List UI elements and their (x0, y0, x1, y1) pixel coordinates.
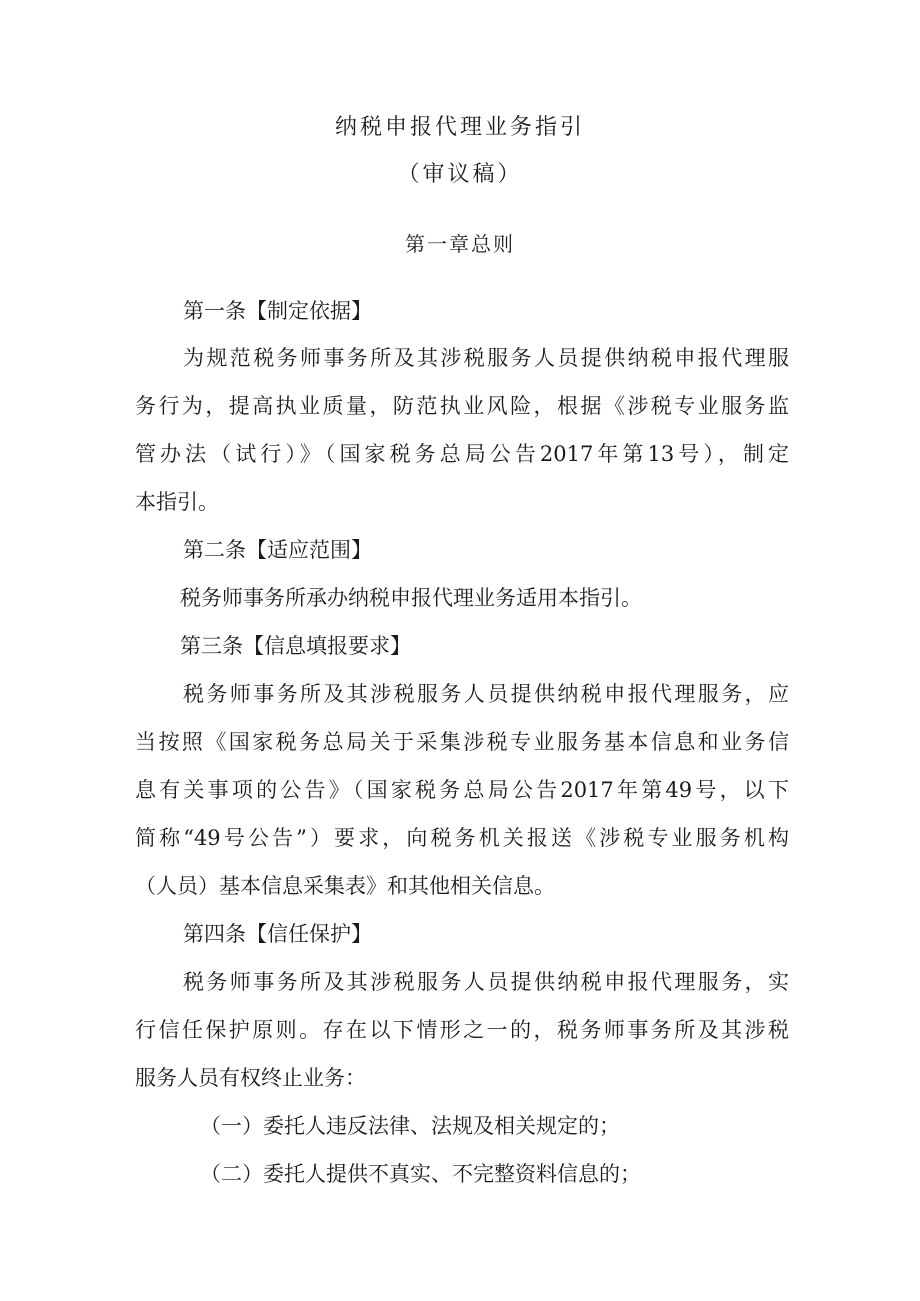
document-title: 纳税申报代理业务指引 (334, 115, 585, 140)
article-2-heading: 第二条【适应范围】 (183, 538, 372, 562)
article-4-item-1: （一）委托人违反法律、法规及相关规定的； (200, 1114, 620, 1138)
article-4-line-1: 税务师事务所及其涉税服务人员提供纳税申报代理服务，实 (183, 970, 789, 994)
article-1-heading: 第一条【制定依据】 (183, 299, 372, 323)
article-3-heading: 第三条【信息填报要求】 (180, 634, 411, 658)
article-4-line-3: 服务人员有权终止业务： (135, 1066, 366, 1090)
article-2-line-1: 税务师事务所承办纳税申报代理业务适用本指引。 (180, 586, 642, 610)
document-subtitle: （审议稿） (397, 162, 523, 187)
article-4-heading: 第四条【信任保护】 (183, 922, 372, 946)
article-3-line-4: 简称“49号公告”）要求，向税务机关报送《涉税专业服务机构 (135, 826, 789, 850)
article-3-line-1: 税务师事务所及其涉税服务人员提供纳税申报代理服务，应 (183, 682, 789, 706)
article-3-line-5: （人员）基本信息采集表》和其他相关信息。 (135, 874, 555, 898)
chapter-heading: 第一章总则 (405, 232, 515, 256)
article-1-line-3: 管办法（试行）》（国家税务总局公告2017年第13号），制定 (135, 442, 789, 466)
article-3-line-3: 息有关事项的公告》（国家税务总局公告2017年第49号，以下 (135, 778, 789, 802)
article-3-line-2: 当按照《国家税务总局关于采集涉税专业服务基本信息和业务信 (135, 730, 789, 754)
article-1-line-2: 务行为，提高执业质量，防范执业风险，根据《涉税专业服务监 (135, 394, 789, 418)
article-4-item-2: （二）委托人提供不真实、不完整资料信息的； (200, 1162, 641, 1186)
article-1-line-4: 本指引。 (135, 490, 219, 514)
article-1-line-1: 为规范税务师事务所及其涉税服务人员提供纳税申报代理服 (183, 346, 789, 370)
article-4-line-2: 行信任保护原则。存在以下情形之一的，税务师事务所及其涉税 (135, 1018, 789, 1042)
